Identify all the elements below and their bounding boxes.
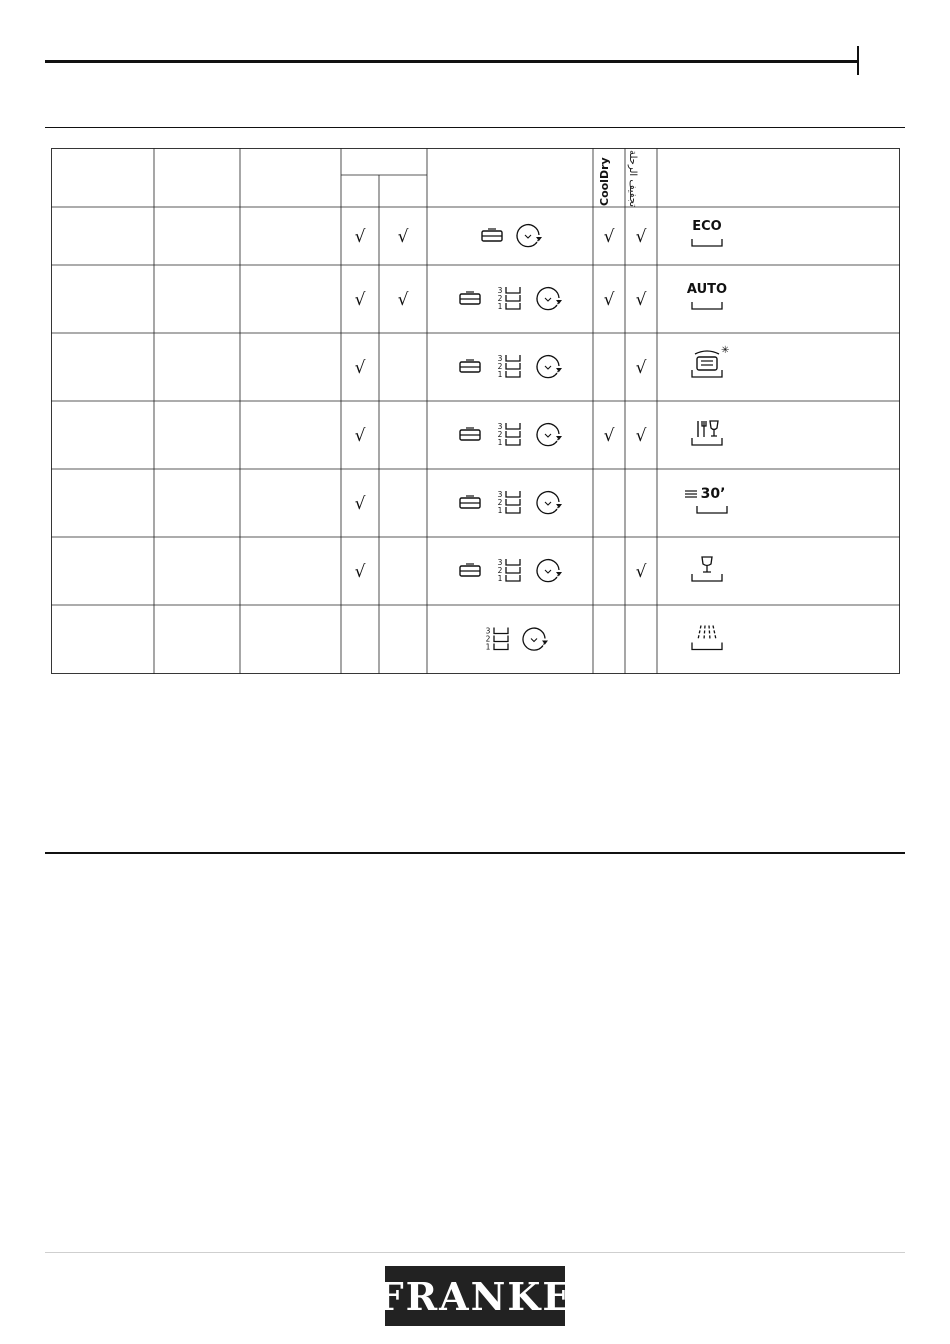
dry-check: √ <box>635 358 647 378</box>
program-label: ECO <box>692 219 722 234</box>
rack-levels-icon <box>498 558 520 583</box>
header-cooldry: CoolDry <box>598 157 611 206</box>
dry-check: √ <box>635 426 647 446</box>
rack-number: 3 <box>485 626 491 636</box>
basket-outline <box>692 438 722 445</box>
dry-check: √ <box>635 290 647 310</box>
glass-care-icon <box>692 557 722 581</box>
rack-number: 3 <box>497 354 503 363</box>
rack-number: 1 <box>497 574 503 583</box>
rack-levels-icon <box>498 286 520 311</box>
rack-number: 3 <box>497 490 503 499</box>
option-check: √ <box>354 494 366 514</box>
cooldry-check: √ <box>603 227 615 247</box>
rack-number: 2 <box>485 634 491 644</box>
svg-text:✳: ✳ <box>721 345 730 356</box>
table-row <box>460 345 729 379</box>
cooldry-check: √ <box>603 290 615 310</box>
header-dry-arabic: تجفيف الرحلة <box>627 150 638 208</box>
option-check: √ <box>354 290 366 310</box>
rack-number: 1 <box>497 370 503 379</box>
half-load-icon <box>460 496 480 508</box>
intensive-pot-icon <box>692 345 729 377</box>
table-row <box>460 282 727 311</box>
option-check: √ <box>354 562 366 582</box>
half-load-icon <box>460 292 480 304</box>
option-check: √ <box>397 227 409 247</box>
delay-timer-icon <box>537 288 562 310</box>
rack-number: 3 <box>497 422 503 431</box>
option-check: √ <box>397 290 409 310</box>
delay-timer-icon <box>517 225 542 247</box>
half-load-icon <box>460 360 480 372</box>
basket-outline <box>692 370 722 377</box>
rack-number: 1 <box>497 302 503 311</box>
eco-program-icon <box>692 219 722 246</box>
table-row <box>486 626 722 652</box>
grid-lines <box>51 148 900 674</box>
auto-program-icon <box>687 282 727 309</box>
table-row <box>482 219 722 247</box>
rack-levels-icon <box>498 422 520 447</box>
delay-timer-icon <box>537 492 562 514</box>
basket-outline <box>692 239 722 246</box>
table-row <box>460 557 722 583</box>
dry-check: √ <box>635 562 647 582</box>
rack-number: 3 <box>497 286 503 295</box>
quick-30-icon <box>685 486 727 513</box>
rack-number: 1 <box>485 642 491 652</box>
option-check: √ <box>354 426 366 446</box>
basket-outline <box>692 574 722 581</box>
program-label: AUTO <box>686 282 728 297</box>
logo-text: FRANKE <box>376 1273 574 1319</box>
delay-timer-icon <box>537 356 562 378</box>
rack-levels-icon <box>486 627 508 652</box>
header-rule <box>45 60 858 63</box>
program-label: 30’ <box>700 486 726 502</box>
basket-outline <box>697 506 727 513</box>
delay-timer-icon <box>537 560 562 582</box>
option-check: √ <box>354 227 366 247</box>
rack-number: 3 <box>497 558 503 567</box>
cutlery-glass-icon <box>692 421 722 445</box>
prewash-icon <box>692 626 722 650</box>
cooldry-check: √ <box>603 426 615 446</box>
basket-outline <box>692 302 722 309</box>
footer-rule <box>45 1252 905 1253</box>
rack-levels-icon <box>498 490 520 515</box>
section-divider <box>45 852 905 854</box>
half-load-icon <box>460 428 480 440</box>
dry-check: √ <box>635 227 647 247</box>
basket-outline <box>692 643 722 650</box>
rack-levels-icon <box>498 354 520 379</box>
table-row <box>460 421 722 447</box>
table-border <box>52 149 900 674</box>
rack-number: 1 <box>497 438 503 447</box>
rack-number: 2 <box>497 430 503 439</box>
delay-timer-icon <box>523 628 548 650</box>
delay-timer-icon <box>537 424 562 446</box>
rack-number: 2 <box>497 294 503 303</box>
option-check: √ <box>354 358 366 378</box>
section-divider <box>45 127 905 128</box>
table-grid <box>51 148 900 674</box>
rack-number: 2 <box>497 498 503 507</box>
half-load-icon <box>482 229 502 241</box>
half-load-icon <box>460 564 480 576</box>
franke-logo <box>376 1266 574 1326</box>
rack-number: 2 <box>497 362 503 371</box>
program-table <box>51 148 900 674</box>
header-tick <box>857 46 859 75</box>
rack-number: 2 <box>497 566 503 575</box>
table-row <box>460 486 727 515</box>
rack-number: 1 <box>497 506 503 515</box>
